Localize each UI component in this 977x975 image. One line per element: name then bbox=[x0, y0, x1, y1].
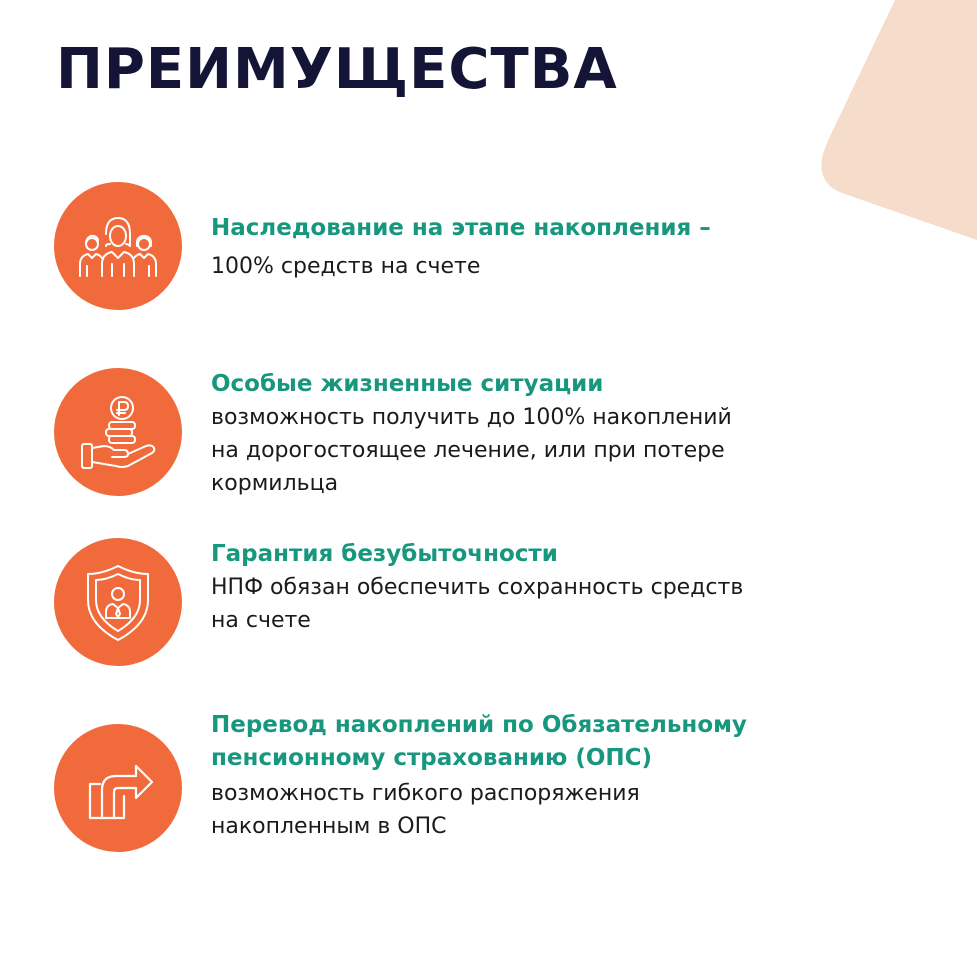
benefit-title-line: Перевод накоплений по Обязательному bbox=[211, 712, 747, 738]
benefit-title: Особые жизненные ситуации bbox=[211, 371, 604, 397]
transfer-arrow-icon bbox=[54, 724, 182, 852]
benefit-description-line: накопленным в ОПС bbox=[211, 814, 447, 839]
benefit-description-line: возможность получить до 100% накоплений bbox=[211, 405, 732, 430]
benefit-description-line: возможность гибкого распоряжения bbox=[211, 781, 640, 806]
benefit-description-line: кормильца bbox=[211, 471, 339, 496]
benefit-description-line: на дорогостоящее лечение, или при потере bbox=[211, 438, 725, 463]
benefit-item-inheritance bbox=[54, 182, 814, 310]
benefit-item-life-situations bbox=[54, 368, 814, 496]
benefit-description-line: НПФ обязан обеспечить сохранность средств bbox=[211, 575, 744, 600]
family-icon bbox=[54, 182, 182, 310]
shield-person-icon bbox=[54, 538, 182, 666]
benefit-description: 100% средств на счете bbox=[211, 254, 481, 279]
coins-hand-icon bbox=[54, 368, 182, 496]
benefit-title: Гарантия безубыточности bbox=[211, 541, 558, 567]
benefit-item-no-loss-guarantee bbox=[54, 538, 814, 666]
page-title: ПРЕИМУЩЕСТВА bbox=[56, 37, 618, 102]
benefit-title: Наследование на этапе накопления – bbox=[211, 215, 711, 241]
benefit-item-ops-transfer bbox=[54, 712, 814, 852]
benefit-title-line: пенсионному страхованию (ОПС) bbox=[211, 745, 653, 771]
benefit-description-line: на счете bbox=[211, 608, 311, 633]
